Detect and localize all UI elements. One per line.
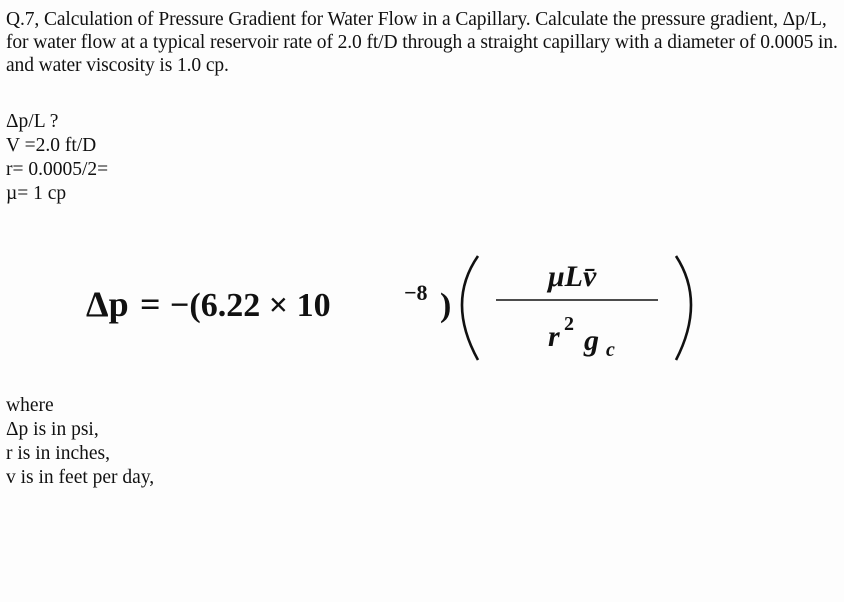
formula-numerator: μLv̄ [548, 260, 597, 293]
unit-line-velocity: v is in feet per day, [6, 467, 155, 488]
formula-graphic [86, 248, 726, 368]
formula-denominator-g: g [584, 324, 599, 357]
formula-exponent: −8 [404, 280, 428, 305]
pressure-drop-formula [86, 248, 726, 368]
formula-denominator-r: r [548, 320, 560, 353]
left-paren-shape [462, 256, 478, 360]
formula-close-paren: ) [440, 287, 452, 324]
formula-denominator-exp: 2 [564, 313, 574, 335]
question-text: Q.7, Calculation of Pressure Gradient for Water Flow in a Capillary. Calculate the pressure gradient, Δp/L, for water flow at a typical reservoir rate of 2.0 ft/D through a straight capillary with a diameter of 0.0005 in. and water viscosity is 1.0 cp. [6, 9, 838, 76]
right-paren-shape [676, 256, 691, 360]
given-values [6, 110, 108, 206]
formula-coefficient: −(6.22 × 10 [170, 287, 331, 324]
units-note [6, 394, 154, 490]
given-line-velocity: V =2.0 ft/D [6, 135, 97, 156]
given-line-viscosity: µ= 1 cp [6, 183, 67, 204]
given-line-unknown: Δp/L ? [6, 111, 59, 132]
formula-denominator-sub: c [606, 339, 615, 361]
unit-line-radius: r is in inches, [6, 443, 110, 464]
unit-line-pressure: Δp is in psi, [6, 419, 99, 440]
formula-lhs: Δp [86, 284, 129, 324]
given-line-radius: r= 0.0005/2= [6, 159, 109, 180]
where-label: where [6, 395, 54, 416]
formula-equals: = [140, 284, 161, 324]
